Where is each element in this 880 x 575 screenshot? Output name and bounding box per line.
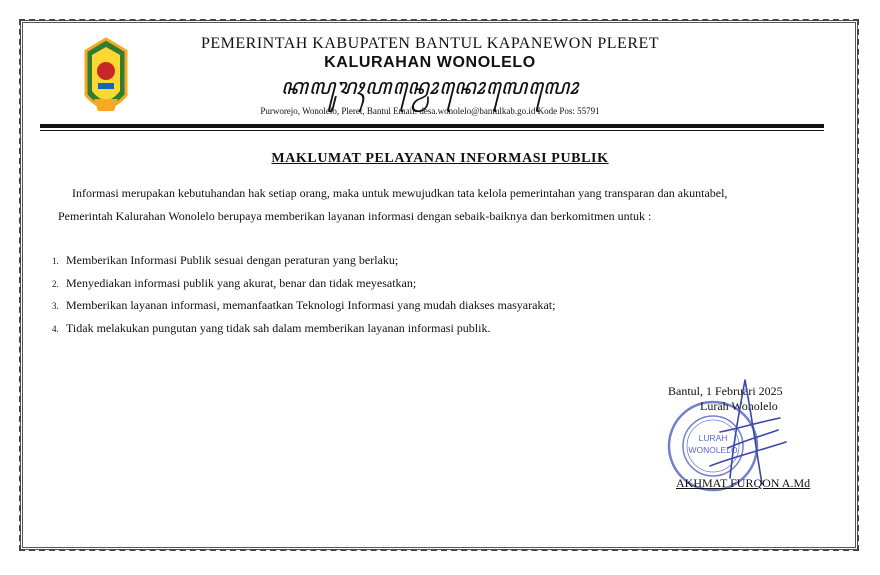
header-village-name: KALURAHAN WONOLELO <box>324 54 536 71</box>
intro-paragraph-2: Pemerintah Kalurahan Wonolelo berupaya memberikan layanan informasi dengan sebaik-baiknya dan berkomitmen untuk : <box>58 209 652 223</box>
list-item-text: Memberikan layanan informasi, memanfaatkan Teknologi Informasi yang mudah diakses masyarakat; <box>66 298 556 312</box>
list-item-text: Memberikan Informasi Publik sesuai dengan peraturan yang berlaku; <box>66 253 399 267</box>
stamp-text-line2: WONOLELO <box>688 445 738 455</box>
list-item <box>52 276 555 299</box>
list-item-number: 4. <box>52 323 59 334</box>
header-government-line: PEMERINTAH KABUPATEN BANTUL KAPANEWON PLERET <box>200 35 660 52</box>
document-title: MAKLUMAT PELAYANAN INFORMASI PUBLIK <box>271 151 609 166</box>
intro-paragraph-1: Informasi merupakan kebutuhandan hak setiap orang, maka untuk mewujudkan tata kelola pemerintahan yang transparan dan akuntabel, <box>72 186 728 200</box>
signatory-name: AKHMAT FURQON A.Md <box>676 476 811 490</box>
header-divider-thick <box>40 124 824 128</box>
header-javanese-script: ꦏꦭꦸꦫꦃꦲꦤ꧀ꦮꦺꦴꦤꦺꦴꦭꦺꦭꦺꦴ <box>280 74 580 99</box>
list-item <box>52 298 555 321</box>
commitment-list <box>52 253 555 343</box>
header-divider-thin <box>40 130 824 131</box>
handwritten-signature <box>700 378 790 490</box>
list-item-number: 3. <box>52 301 59 311</box>
list-item-text: Menyediakan informasi publik yang akurat, benar dan tidak meyesatkan; <box>66 275 417 290</box>
header-address: Purworejo, Wonolelo, Pleret, Bantul Email: desa.wonolelo@bantulkab.go.id Kode Pos: 55791 <box>260 106 600 116</box>
stamp-text-line1: LURAH <box>698 433 728 443</box>
list-item <box>52 253 555 276</box>
list-item-text: Tidak melakukan pungutan yang tidak sah dalam memberikan layanan informasi publik. <box>66 320 491 335</box>
signature-role: Lurah Wonolelo <box>700 399 778 413</box>
list-item <box>52 321 555 344</box>
list-item-number: 1. <box>52 256 59 266</box>
signature-date: Bantul, 1 Februari 2025 <box>668 384 783 398</box>
list-item-number: 2. <box>52 278 59 289</box>
regency-emblem-logo <box>82 37 130 121</box>
